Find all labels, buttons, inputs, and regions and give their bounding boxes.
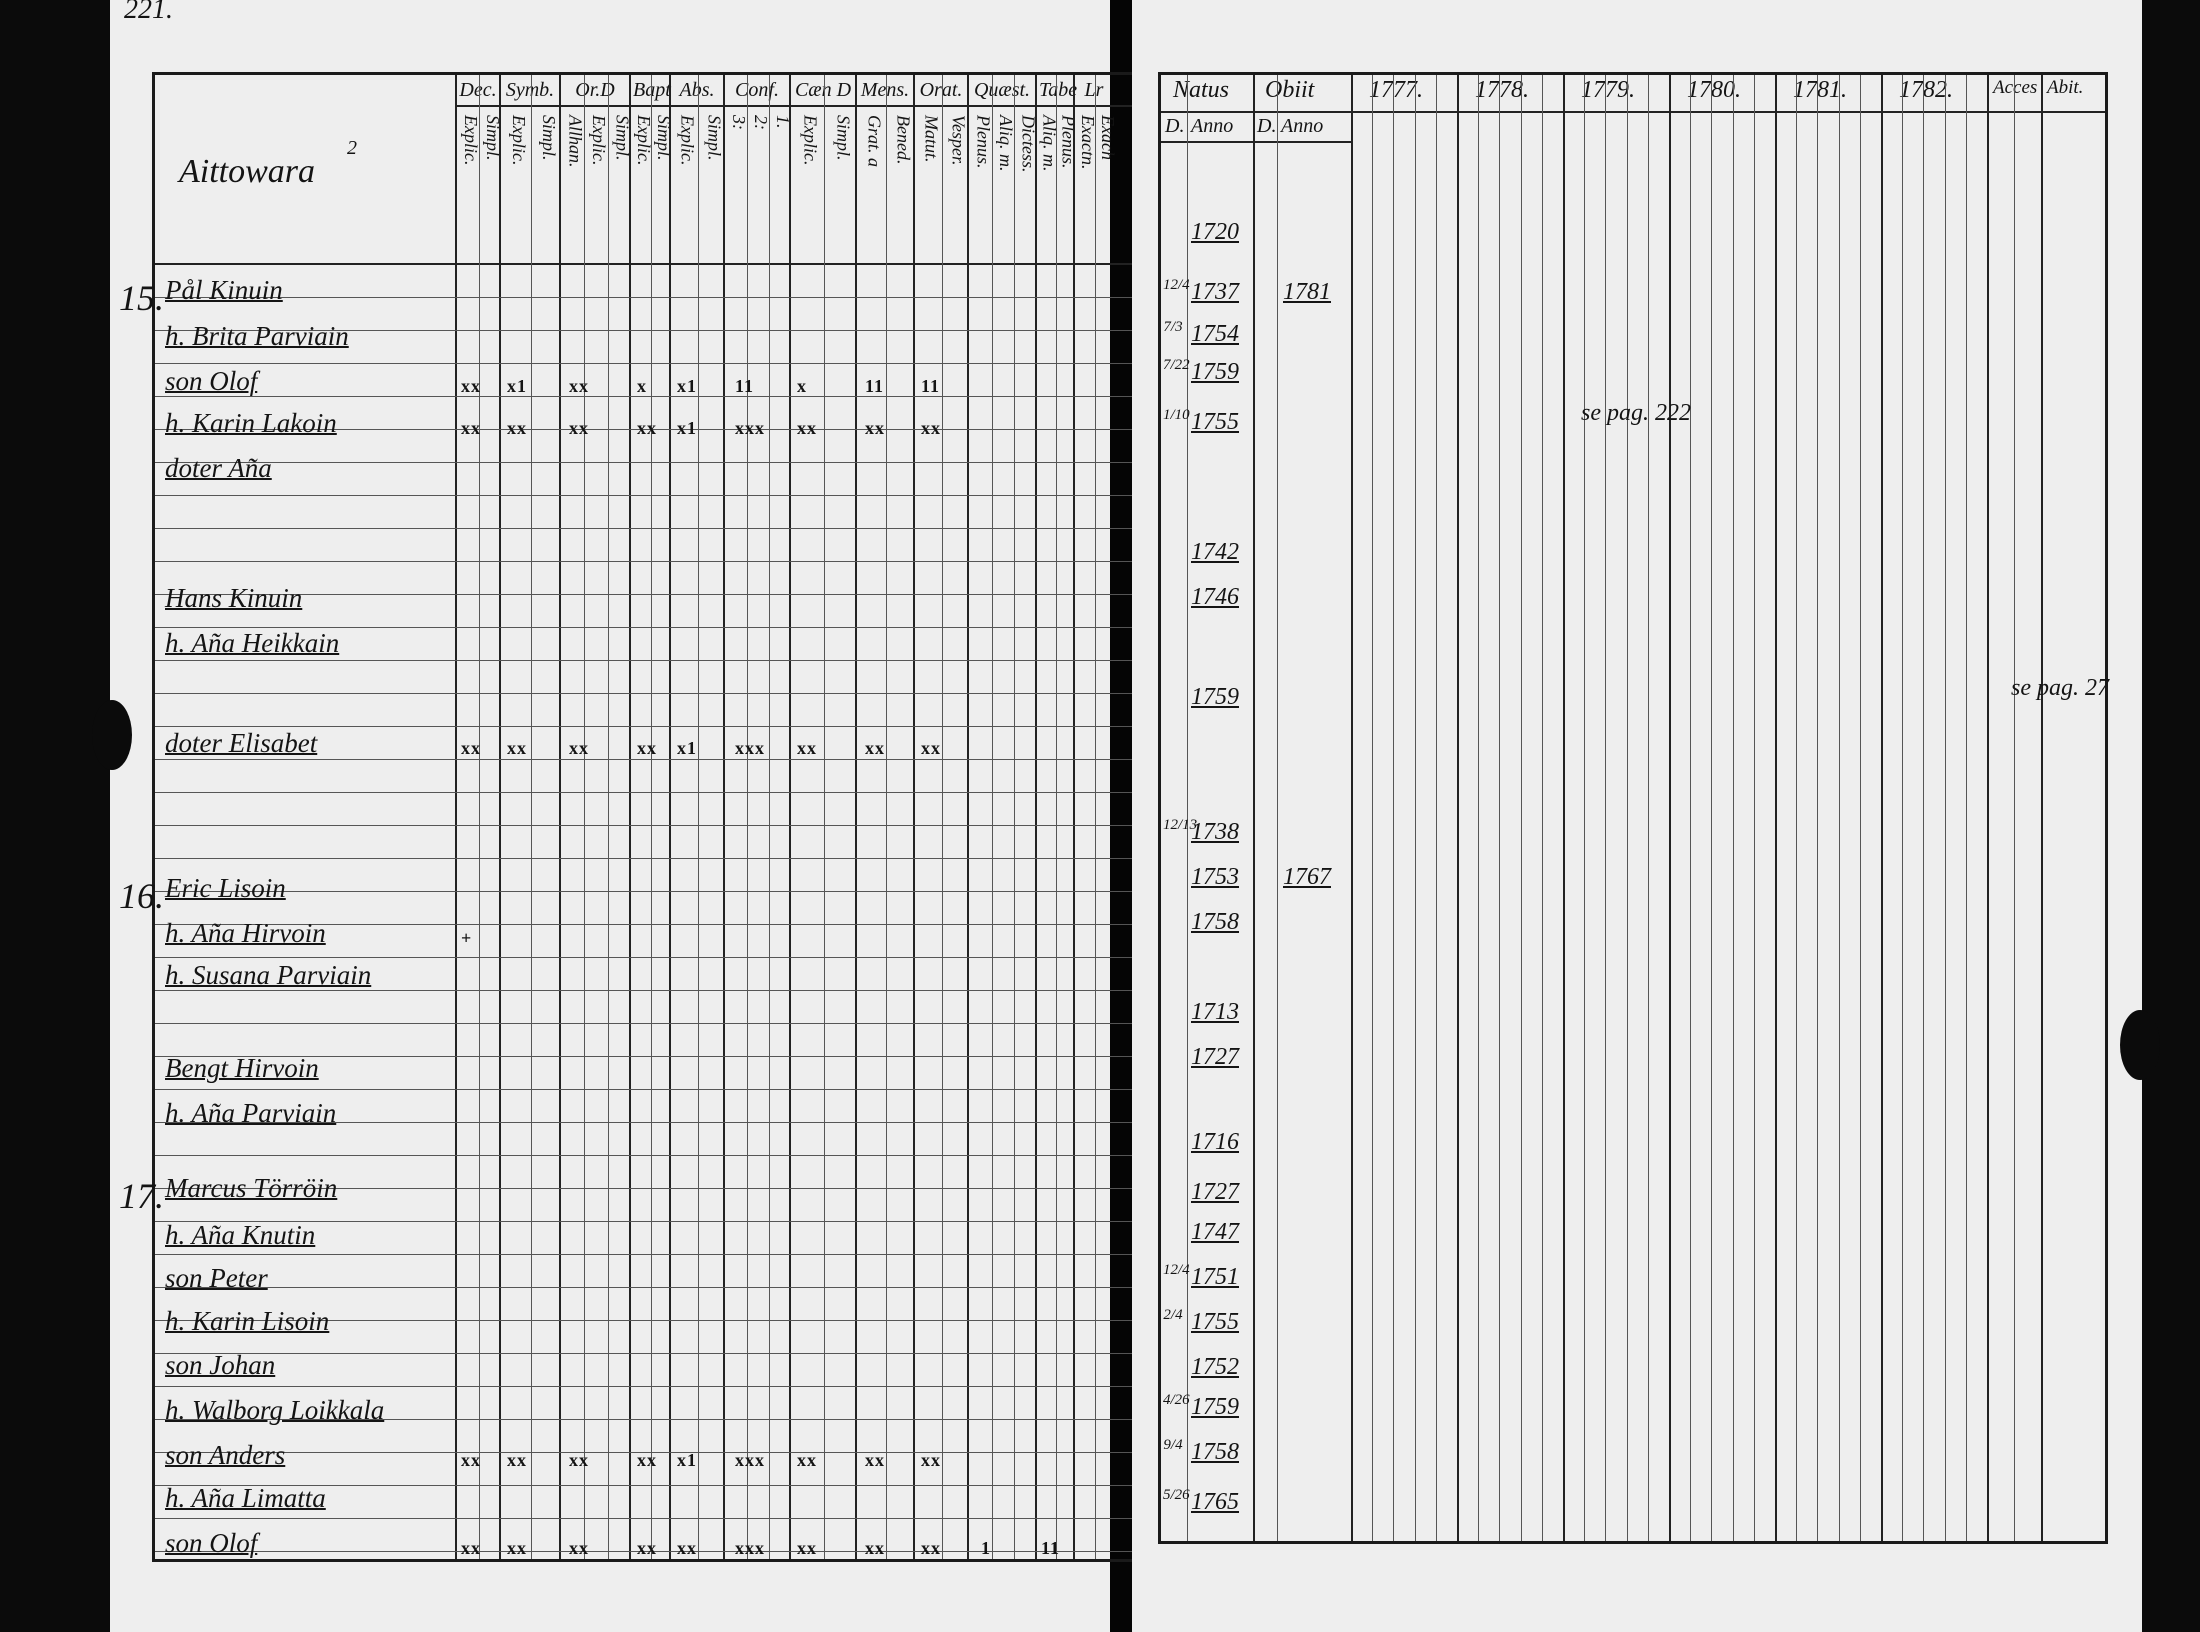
column-subheader: Exactn.	[1078, 115, 1098, 170]
natus-day-header: D.	[1165, 115, 1185, 137]
natus-year: 1759	[1191, 359, 1239, 385]
natus-day-divider	[1187, 75, 1188, 1541]
column-subheader: Simpl.	[704, 115, 725, 161]
natus-day-month: 7/22	[1163, 357, 1190, 373]
column-subheader: Aliq. m.	[996, 115, 1016, 172]
column-header: Mens.	[860, 79, 910, 101]
column-header: Bapt	[633, 79, 671, 101]
column-header: Dec.	[459, 79, 497, 101]
column-subheader: Simpl.	[483, 115, 503, 161]
year-subcolumn-divider	[1796, 75, 1797, 1541]
person-name: Marcus Törröin	[165, 1173, 338, 1203]
row-line	[155, 297, 1149, 298]
year-header: 1781.	[1793, 77, 1847, 103]
year-header: 1779.	[1581, 77, 1635, 103]
obiit-day-divider	[1277, 75, 1278, 1541]
person-name: h. Brita Parviain	[165, 321, 349, 351]
row-line	[155, 891, 1149, 892]
catechism-mark: 1	[981, 1538, 991, 1558]
column-subheader: Explic.	[589, 115, 609, 166]
obiit-year-header: Anno	[1281, 115, 1324, 137]
household-number: 17.	[119, 1176, 164, 1216]
row-line	[155, 1254, 1149, 1255]
column-subheader: Explic.	[634, 115, 654, 166]
abit-header: Abit.	[2047, 77, 2084, 98]
year-subcolumn-divider	[1648, 75, 1649, 1541]
year-subcolumn-divider	[1584, 75, 1585, 1541]
column-header: Lr	[1084, 79, 1104, 101]
row-line	[155, 858, 1149, 859]
row-line	[155, 792, 1149, 793]
column-header: Quæst.	[973, 79, 1031, 101]
acces-header: Acces	[1993, 77, 2038, 98]
catechism-mark: xx	[677, 1538, 697, 1558]
catechism-mark: xx	[569, 418, 589, 438]
catechism-mark: 11	[735, 376, 755, 396]
catechism-mark: 11	[1041, 1538, 1061, 1558]
year-subcolumn-divider	[1605, 75, 1606, 1541]
year-subcolumn-divider	[1436, 75, 1437, 1541]
person-name: doter Aña	[165, 453, 272, 483]
natus-year: 1713	[1191, 999, 1239, 1025]
natus-year: 1751	[1191, 1264, 1239, 1290]
row-line	[155, 363, 1149, 364]
person-name: h. Karin Lisoin	[165, 1306, 330, 1336]
year-subcolumn-divider	[1393, 75, 1394, 1541]
natus-year: 1759	[1191, 1394, 1239, 1420]
natus-year: 1752	[1191, 1354, 1239, 1380]
natus-year: 1727	[1191, 1179, 1239, 1205]
column-subheader: Aliq. m.	[1039, 115, 1060, 172]
acces-divider	[2014, 75, 2015, 1541]
year-column	[1563, 75, 1669, 1541]
column-subheader: Simpl.	[833, 115, 854, 161]
column-subheader: Simpl.	[612, 115, 633, 161]
column-subheader: Grat. a	[864, 115, 885, 168]
catechism-mark: xx	[461, 1538, 481, 1558]
catechism-mark: xx	[865, 738, 885, 758]
column-header: Or.D	[575, 79, 615, 101]
year-subcolumn-divider	[1372, 75, 1373, 1541]
column-subheader: Plenus.	[973, 115, 994, 169]
natus-year: 1737	[1191, 279, 1239, 305]
row-line	[155, 1287, 1149, 1288]
catechism-mark: xx	[507, 738, 527, 758]
person-name: h. Walborg Loikkala	[165, 1395, 385, 1425]
natus-year: 1720	[1191, 219, 1239, 245]
catechism-mark: x1	[677, 738, 697, 758]
catechism-mark: xx	[569, 1450, 589, 1470]
person-name: son Johan	[165, 1350, 276, 1380]
catechism-mark: x1	[677, 1450, 697, 1470]
column-subheader: Allhan.	[565, 115, 586, 168]
row-line	[155, 726, 1149, 727]
year-column	[1351, 75, 1457, 1541]
column-subheader: Explic.	[677, 115, 698, 166]
year-subcolumn-divider	[1923, 75, 1924, 1541]
row-line	[155, 957, 1149, 958]
natus-day-month: 2/4	[1163, 1307, 1183, 1323]
person-name: h. Aña Knutin	[165, 1220, 316, 1250]
cross-reference-note: se pag. 27	[2011, 675, 2109, 701]
row-line	[155, 1089, 1149, 1090]
village-name: Aittowara	[179, 153, 316, 190]
catechism-mark: xx	[797, 738, 817, 758]
row-line	[155, 561, 1149, 562]
year-column	[1669, 75, 1775, 1541]
catechism-mark: xx	[569, 1538, 589, 1558]
left-page	[110, 0, 1118, 1632]
catechism-mark: xx	[797, 418, 817, 438]
household-number: 15.	[119, 278, 164, 318]
person-name: son Olof	[165, 1528, 258, 1558]
catechism-mark: xx	[507, 418, 527, 438]
catechism-mark: xx	[865, 1450, 885, 1470]
catechism-mark: x	[637, 376, 647, 396]
catechism-mark: xx	[461, 418, 481, 438]
year-subcolumn-divider	[1945, 75, 1946, 1541]
natus-year: 1754	[1191, 321, 1239, 347]
natus-header: Natus	[1173, 77, 1230, 103]
natus-year: 1755	[1191, 409, 1239, 435]
column-subheader: Simpl.	[654, 115, 674, 161]
catechism-mark: 11	[921, 376, 941, 396]
row-line	[155, 495, 1149, 496]
row-line	[155, 1023, 1149, 1024]
natus-day-month: 12/4	[1163, 1262, 1190, 1278]
catechism-mark: +	[461, 928, 473, 948]
year-subcolumn-divider	[1966, 75, 1967, 1541]
column-subheader: Bened.	[893, 115, 914, 165]
natus-day-month: 12/13	[1163, 817, 1198, 833]
person-name: h. Susana Parviain	[165, 960, 372, 990]
obiit-header: Obiit	[1265, 77, 1315, 103]
catechism-mark: xx	[637, 1450, 657, 1470]
person-name: Bengt Hirvoin	[165, 1053, 319, 1083]
person-name: h. Karin Lakoin	[165, 408, 337, 438]
person-name: h. Aña Heikkain	[165, 628, 340, 658]
household-number: 16.	[119, 876, 164, 916]
binding-hole	[2120, 1010, 2160, 1080]
catechism-mark: xx	[569, 376, 589, 396]
column-header: Symb.	[505, 79, 555, 101]
year-subcolumn-divider	[1839, 75, 1840, 1541]
natus-year: 1758	[1191, 909, 1239, 935]
column-abit	[2041, 75, 2101, 1541]
column-subheader: Explic.	[800, 115, 821, 166]
natus-day-month: 9/4	[1163, 1437, 1183, 1453]
person-name: son Anders	[165, 1440, 286, 1470]
person-name: son Peter	[165, 1263, 268, 1293]
natus-year: 1738	[1191, 819, 1239, 845]
catechism-mark: xx	[461, 738, 481, 758]
person-name: h. Aña Limatta	[165, 1483, 326, 1513]
year-subcolumn-divider	[1627, 75, 1628, 1541]
column-header: Orat.	[919, 79, 963, 101]
catechism-mark: xx	[569, 738, 589, 758]
catechism-mark: xx	[637, 738, 657, 758]
catechism-mark: x	[797, 376, 807, 396]
natus-year: 1765	[1191, 1489, 1239, 1515]
natus-year: 1746	[1191, 584, 1239, 610]
cross-reference-note: se pag. 222	[1581, 400, 1691, 426]
natus-day-month: 4/26	[1163, 1392, 1190, 1408]
natus-day-month: 5/26	[1163, 1487, 1190, 1503]
page-number: 221.	[124, 0, 173, 25]
obiit-year: 1781	[1283, 279, 1331, 305]
person-name: Pål Kinuin	[165, 275, 283, 305]
year-subcolumn-divider	[1754, 75, 1755, 1541]
natus-year: 1758	[1191, 1439, 1239, 1465]
person-name: Eric Lisoin	[165, 873, 286, 903]
row-line	[155, 693, 1149, 694]
person-name: son Olof	[165, 366, 258, 396]
year-column	[1775, 75, 1881, 1541]
catechism-mark: xx	[797, 1538, 817, 1558]
catechism-mark: xxx	[735, 1538, 765, 1558]
year-subcolumn-divider	[1817, 75, 1818, 1541]
catechism-mark: xx	[921, 1538, 941, 1558]
catechism-mark: xx	[921, 738, 941, 758]
right-ledger-table	[1158, 72, 2108, 1544]
catechism-mark: xx	[797, 1450, 817, 1470]
catechism-mark: xx	[921, 418, 941, 438]
row-line	[155, 1353, 1149, 1354]
year-subcolumn-divider	[1415, 75, 1416, 1541]
row-line	[155, 462, 1149, 463]
row-line	[155, 1386, 1149, 1387]
binding-hole	[92, 700, 132, 770]
year-column	[1881, 75, 1987, 1541]
column-subheader: Exach	[1098, 115, 1118, 160]
catechism-mark: xx	[461, 1450, 481, 1470]
catechism-mark: x1	[677, 376, 697, 396]
catechism-mark: xx	[507, 1450, 527, 1470]
column-subheader: Simpl.	[539, 115, 559, 161]
catechism-mark: x1	[507, 376, 527, 396]
catechism-mark: xx	[637, 1538, 657, 1558]
catechism-mark: xx	[461, 376, 481, 396]
catechism-mark: xx	[921, 1450, 941, 1470]
person-name: h. Aña Parviain	[165, 1098, 337, 1128]
catechism-mark: xxx	[735, 738, 765, 758]
column-subheader: Plenus.	[1058, 115, 1079, 169]
natus-year: 1742	[1191, 539, 1239, 565]
natus-day-month: 1/10	[1163, 407, 1190, 423]
column-header: Conf.	[735, 79, 779, 101]
year-subcolumn-divider	[1499, 75, 1500, 1541]
obiit-day-header: D.	[1257, 115, 1277, 137]
natus-year: 1747	[1191, 1219, 1239, 1245]
natus-day-month: 7/3	[1163, 319, 1183, 335]
row-line	[155, 660, 1149, 661]
person-name: doter Elisabet	[165, 728, 318, 758]
natus-year: 1727	[1191, 1044, 1239, 1070]
year-subcolumn-divider	[1860, 75, 1861, 1541]
year-header: 1778.	[1475, 77, 1529, 103]
catechism-mark: x1	[677, 418, 697, 438]
row-line	[155, 594, 1149, 595]
row-line	[155, 1155, 1149, 1156]
natus-year: 1716	[1191, 1129, 1239, 1155]
column-subheader: 3:	[729, 115, 749, 130]
year-subcolumn-divider	[1711, 75, 1712, 1541]
person-name: Hans Kinuin	[165, 583, 303, 613]
catechism-mark: xxx	[735, 1450, 765, 1470]
row-line	[155, 396, 1149, 397]
year-subcolumn-divider	[1521, 75, 1522, 1541]
right-page	[1132, 0, 2142, 1632]
column-subheader: Explic.	[461, 115, 481, 166]
left-ledger-table	[119, 72, 1152, 1562]
catechism-mark: xx	[865, 1538, 885, 1558]
year-subcolumn-divider	[1690, 75, 1691, 1541]
column-subheader: 2:	[751, 115, 771, 130]
column-header: Tabe	[1039, 79, 1078, 101]
column-subheader: Dictess.	[1018, 115, 1039, 173]
year-header: 1777.	[1369, 77, 1423, 103]
year-header: 1782.	[1899, 77, 1953, 103]
natus-year-header: Anno	[1191, 115, 1234, 137]
natus-year: 1759	[1191, 684, 1239, 710]
catechism-mark: xx	[507, 1538, 527, 1558]
row-line	[155, 759, 1149, 760]
row-line	[155, 528, 1149, 529]
row-line	[155, 1518, 1149, 1519]
row-line	[155, 825, 1149, 826]
column-subheader: Explic.	[509, 115, 529, 166]
column-header: Cæn D	[794, 79, 852, 101]
column-subheader: Vesper.	[948, 115, 969, 166]
column-header: Abs.	[679, 79, 715, 101]
person-name: h. Aña Hirvoin	[165, 918, 326, 948]
natus-year: 1753	[1191, 864, 1239, 890]
column-subheader: 1.	[773, 115, 793, 129]
year-subcolumn-divider	[1902, 75, 1903, 1541]
obiit-year: 1767	[1283, 864, 1331, 890]
year-header: 1780.	[1687, 77, 1741, 103]
year-subcolumn-divider	[1542, 75, 1543, 1541]
catechism-mark: xx	[637, 418, 657, 438]
year-subcolumn-divider	[1733, 75, 1734, 1541]
village-mark: 2	[347, 137, 357, 159]
column-subheader: Matut.	[921, 115, 942, 163]
catechism-mark: 11	[865, 376, 885, 396]
catechism-mark: xxx	[735, 418, 765, 438]
natus-day-month: 12/4	[1163, 277, 1190, 293]
catechism-mark: xx	[865, 418, 885, 438]
year-subcolumn-divider	[1478, 75, 1479, 1541]
year-column	[1457, 75, 1563, 1541]
natus-year: 1755	[1191, 1309, 1239, 1335]
